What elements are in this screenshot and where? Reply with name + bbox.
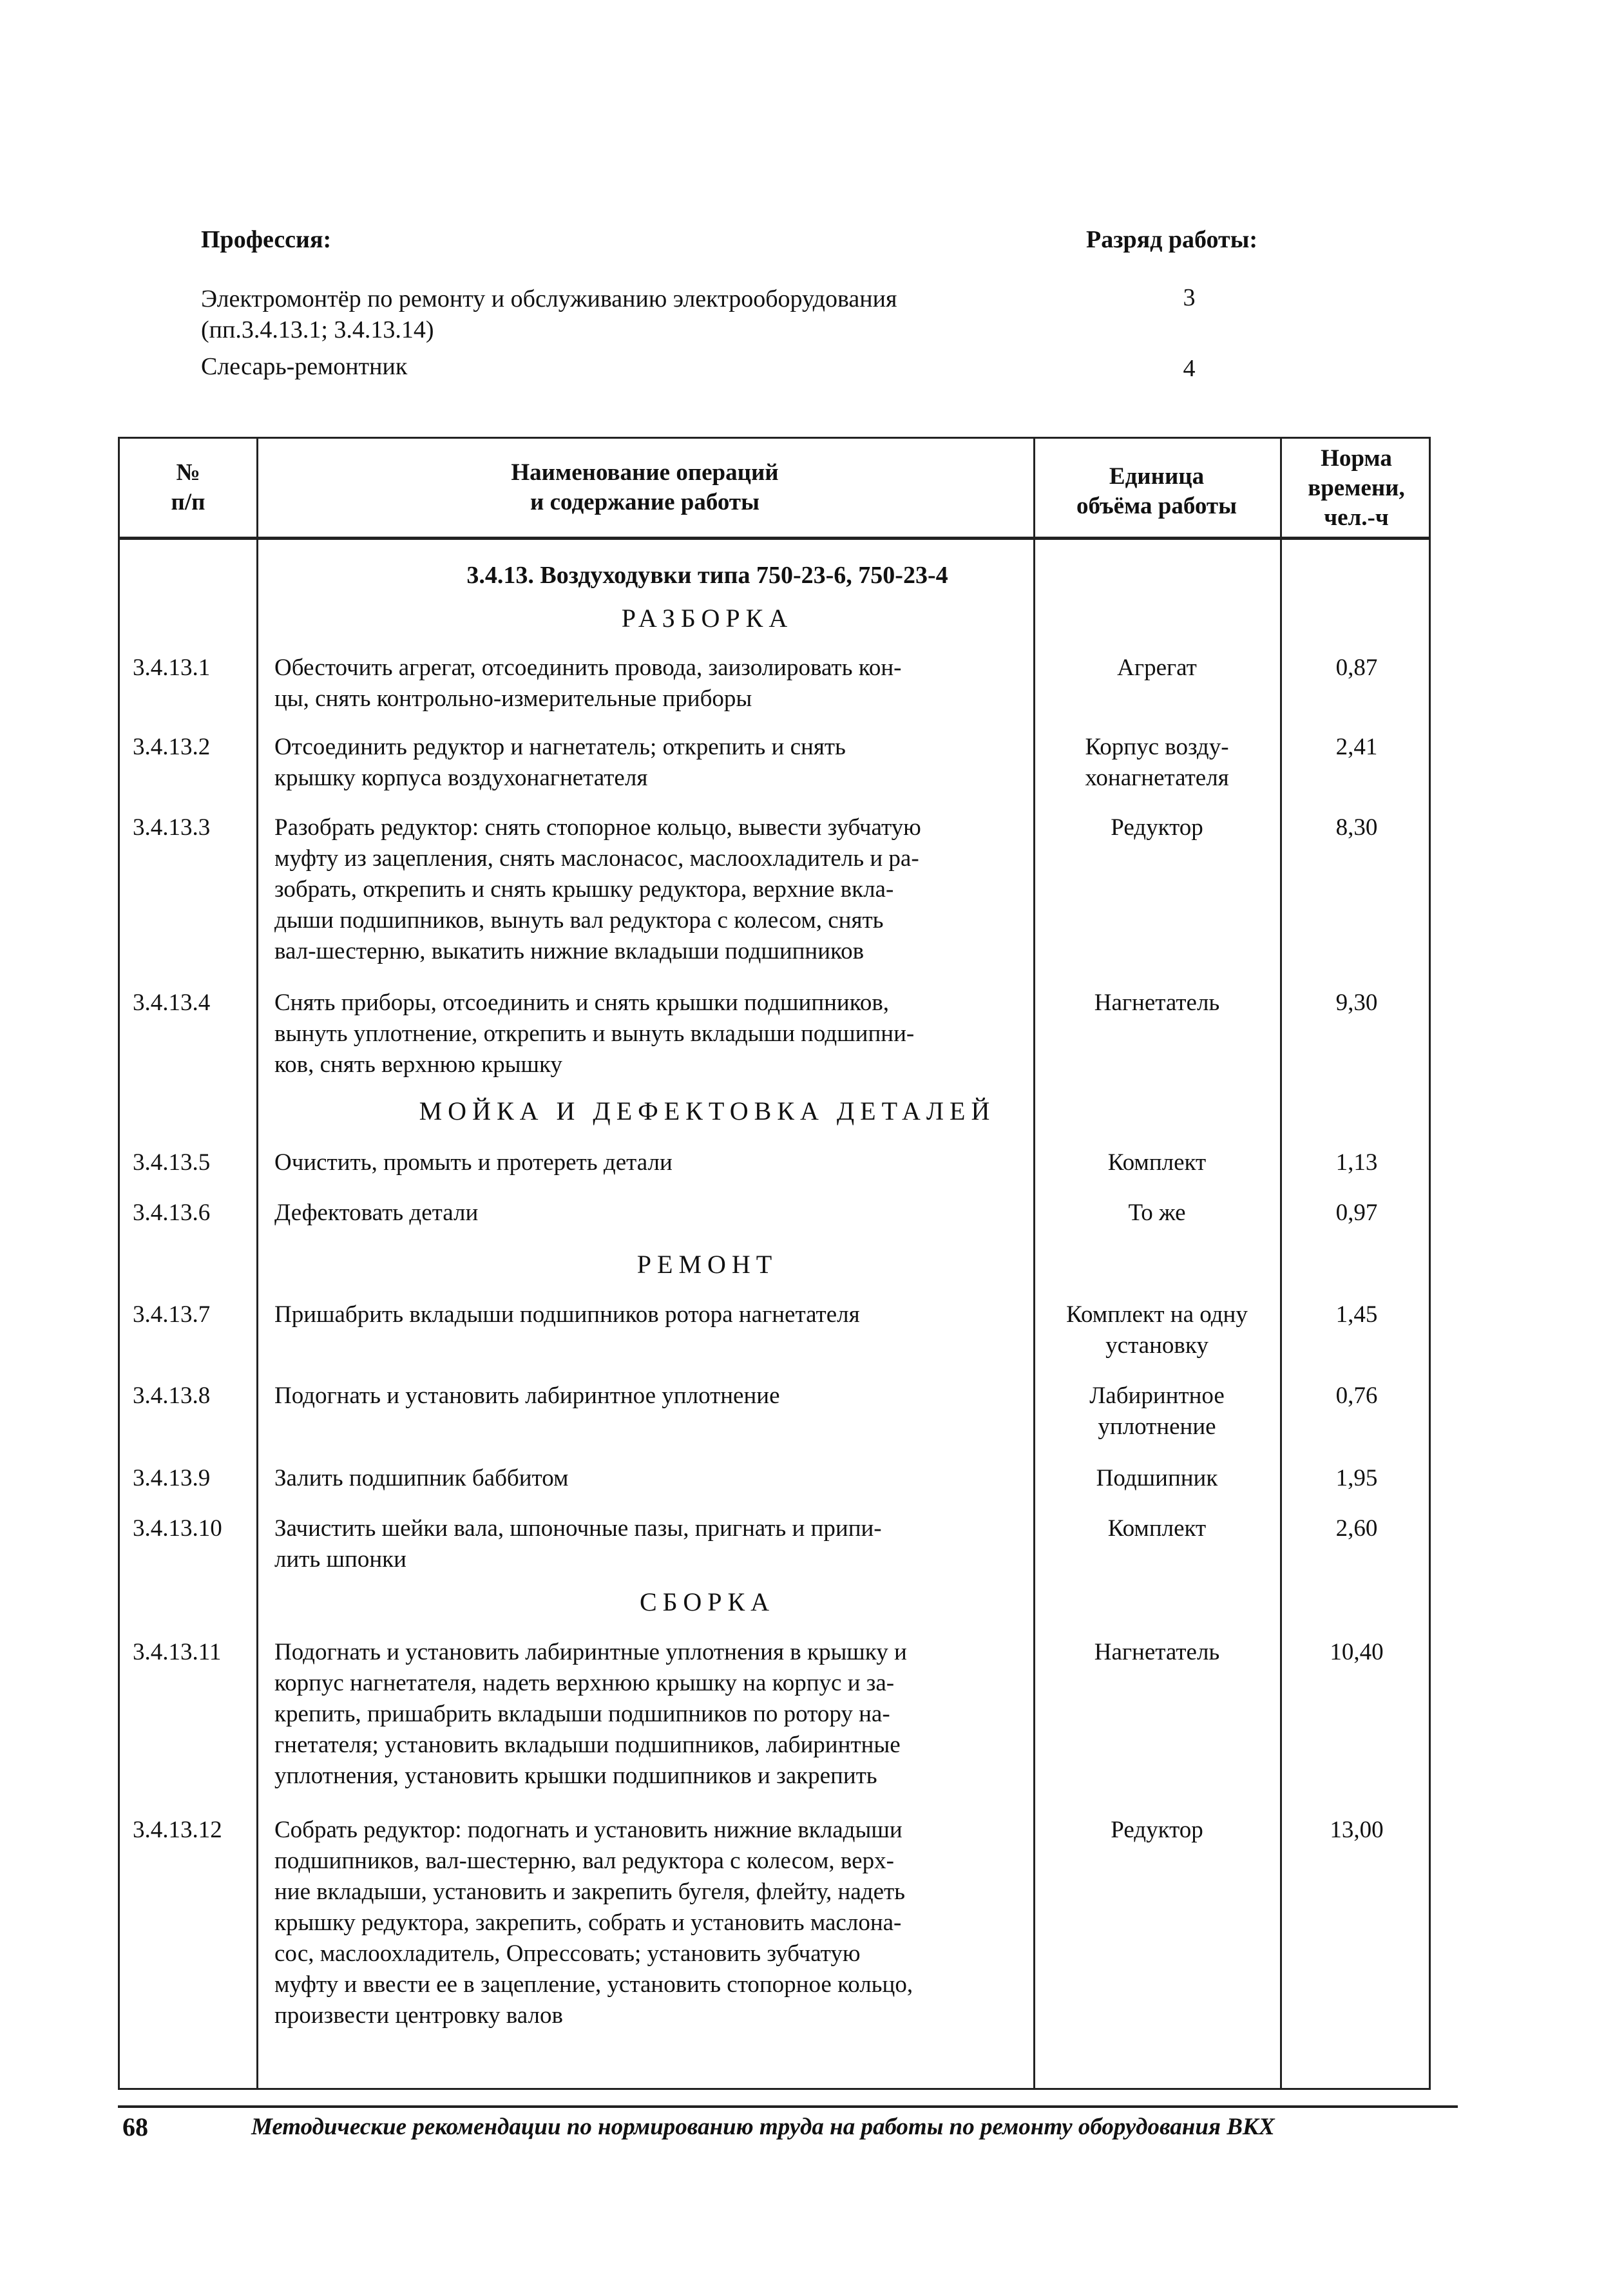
row-norm: 1,45 xyxy=(1335,1301,1378,1328)
row-description: Снять приборы, отсоединить и снять крышки подшипников, вынуть уплотнение, открепить и вынуть вкладыши подшипни- ков, снять верхнюю крышку xyxy=(274,990,915,1078)
section-title: РАЗБОРКА xyxy=(621,604,794,633)
row-norm: 0,87 xyxy=(1335,655,1378,681)
row-number: 3.4.13.9 xyxy=(133,1465,211,1491)
row-number: 3.4.13.8 xyxy=(133,1383,211,1409)
profession-grade-2: 4 xyxy=(1183,355,1196,382)
row-number: 3.4.13.5 xyxy=(133,1149,211,1176)
row-number: 3.4.13.11 xyxy=(133,1639,222,1665)
row-description: Обесточить агрегат, отсоединить провода, заизолировать кон- цы, снять контрольно-измерительные приборы xyxy=(274,655,902,712)
row-description: Подогнать и установить лабиринтное уплотнение xyxy=(274,1383,780,1409)
footer-title: Методические рекомендации по нормированию труда на работы по ремонту оборудования ВКХ xyxy=(251,2114,1275,2140)
row-unit: Подшипник xyxy=(1096,1465,1218,1491)
row-unit: Комплект xyxy=(1107,1515,1207,1542)
row-unit: Редуктор xyxy=(1111,814,1203,841)
section-title: РЕМОНТ xyxy=(636,1250,778,1279)
equipment-subtitle: 3.4.13. Воздуходувки типа 750-23-6, 750-23-4 xyxy=(466,562,948,589)
row-number: 3.4.13.12 xyxy=(133,1817,222,1843)
row-unit: Комплект на одну установку xyxy=(1066,1301,1248,1359)
profession-grade-1: 3 xyxy=(1183,284,1196,311)
column-header-unit: Единица объёма работы xyxy=(1076,463,1237,519)
row-norm: 1,95 xyxy=(1335,1465,1378,1491)
row-norm: 2,41 xyxy=(1335,734,1378,760)
page-number: 68 xyxy=(122,2112,148,2141)
row-norm: 2,60 xyxy=(1335,1515,1378,1542)
row-unit: Комплект xyxy=(1107,1149,1207,1176)
row-description: Разобрать редуктор: снять стопорное кольцо, вывести зубчатую муфту из зацепления, снять маслонасос, маслоохладитель и ра- зобрать, открепить и снять крышку редуктора, верхние вкла- дыши подшипников, вынуть вал редуктора с колесом, снять вал-шестерню, выкатить нижние вкладыши подшипников xyxy=(274,814,921,964)
row-description: Подогнать и установить лабиринтные уплотнения в крышку и корпус нагнетателя, надеть верхнюю крышку на корпус и за- крепить, пришабрить вкладыши подшипников по ротору на- гнетателя; установить вкладыши подшипников, лабиринтные уплотнения, установить крышки подшипников и закрепить xyxy=(274,1639,907,1789)
header-divider xyxy=(120,537,1429,540)
row-description: Собрать редуктор: подогнать и установить нижние вкладыши подшипников, вал-шестерню, вал редуктора с колесом, верх- ние вкладыши, установить и закрепить бугеля, флейту, надеть крышку редуктора, закрепить, собрать и установить маслона- сос, маслоохладитель, Опрессовать; установить зубчатую муфту и ввести ее в зацепление, установить стопорное кольцо, произвести центровку валов xyxy=(274,1817,913,2029)
row-norm: 13,00 xyxy=(1330,1817,1384,1843)
row-description: Залить подшипник баббитом xyxy=(274,1465,569,1491)
row-unit: Агрегат xyxy=(1117,655,1197,681)
row-number: 3.4.13.1 xyxy=(133,655,211,681)
profession-label: Профессия: xyxy=(201,226,332,253)
row-number: 3.4.13.3 xyxy=(133,814,211,841)
column-header-name: Наименование операций и содержание работы xyxy=(511,459,779,515)
row-unit: Редуктор xyxy=(1111,1817,1203,1843)
profession-name-2: Слесарь-ремонтник xyxy=(201,353,408,380)
section-title: МОЙКА И ДЕФЕКТОВКА ДЕТАЛЕЙ xyxy=(419,1096,996,1125)
row-norm: 10,40 xyxy=(1330,1639,1384,1665)
row-description: Зачистить шейки вала, шпоночные пазы, пригнать и припи- лить шпонки xyxy=(274,1515,882,1573)
row-norm: 8,30 xyxy=(1335,814,1378,841)
column-header-norm: Норма времени, чел.-ч xyxy=(1308,445,1405,531)
row-description: Дефектовать детали xyxy=(274,1200,479,1226)
row-norm: 0,97 xyxy=(1335,1200,1378,1226)
row-number: 3.4.13.4 xyxy=(133,990,211,1016)
row-number: 3.4.13.7 xyxy=(133,1301,211,1328)
row-number: 3.4.13.6 xyxy=(133,1200,211,1226)
row-norm: 9,30 xyxy=(1335,990,1378,1016)
row-norm: 1,13 xyxy=(1335,1149,1378,1176)
row-number: 3.4.13.2 xyxy=(133,734,211,760)
row-description: Отсоединить редуктор и нагнетатель; открепить и снять крышку корпуса воздухонагнетателя xyxy=(274,734,846,791)
row-number: 3.4.13.10 xyxy=(133,1515,222,1542)
row-unit: Нагнетатель xyxy=(1094,990,1220,1016)
work-norms-table xyxy=(118,437,1431,2090)
footer-rule xyxy=(118,2105,1458,2108)
grade-label: Разряд работы: xyxy=(1086,226,1258,253)
row-unit: Корпус возду- хонагнетателя xyxy=(1085,734,1229,791)
section-title: СБОРКА xyxy=(639,1587,776,1616)
row-description: Пришабрить вкладыши подшипников ротора нагнетателя xyxy=(274,1301,860,1328)
row-description: Очистить, промыть и протереть детали xyxy=(274,1149,673,1176)
row-unit: Нагнетатель xyxy=(1094,1639,1220,1665)
row-norm: 0,76 xyxy=(1335,1383,1378,1409)
row-unit: То же xyxy=(1128,1200,1186,1226)
column-header-num: № п/п xyxy=(171,459,205,515)
profession-name-1: Электромонтёр по ремонту и обслуживанию электрооборудования (пп.3.4.13.1; 3.4.13.14) xyxy=(201,285,897,343)
row-unit: Лабиринтное уплотнение xyxy=(1089,1383,1225,1440)
